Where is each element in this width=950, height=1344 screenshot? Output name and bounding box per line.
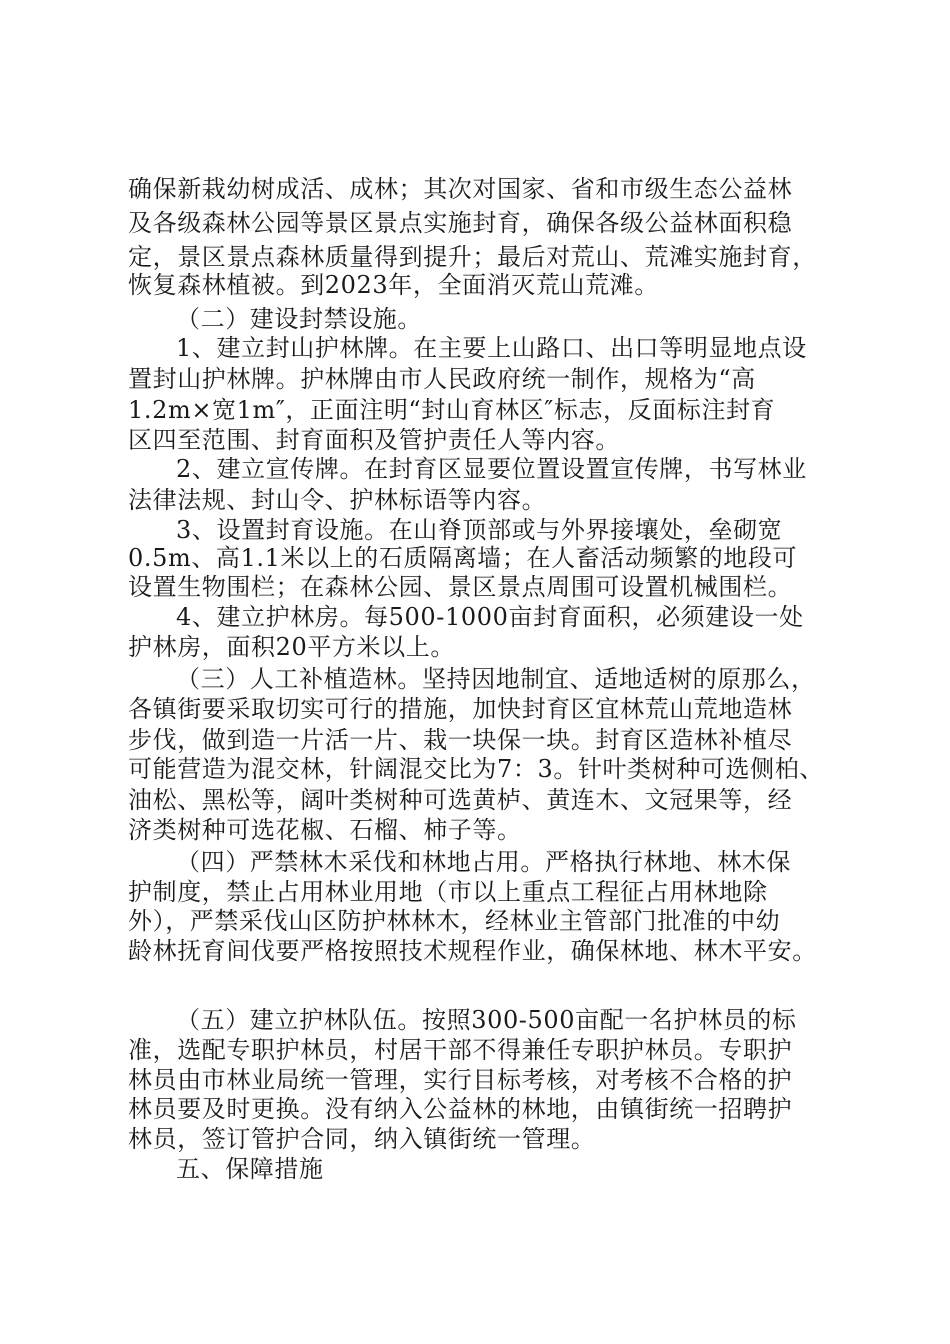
body-text-line: 林员由市林业局统一管理，实行目标考核，对考核不合格的护 xyxy=(128,1066,793,1094)
body-text-line: 林员要及时更换。没有纳入公益林的林地，由镇街统一招聘护 xyxy=(128,1095,793,1123)
body-text-line: 定，景区景点森林质量得到提升；最后对荒山、荒滩实施封育， xyxy=(128,243,817,271)
section-heading: （五）建立护林队伍。按照300-500亩配一名护林员的标 xyxy=(176,1006,797,1034)
body-text-line: 护制度，禁止占用林业用地（市以上重点工程征占用林地除 xyxy=(128,878,768,906)
body-text-line: 1.2m×宽1m″，正面注明“封山育林区″标志，反面标注封育 xyxy=(128,396,776,424)
body-text-line: 0.5m、高1.1米以上的石质隔离墙；在人畜活动频繁的地段可 xyxy=(128,544,798,572)
body-text-line: 及各级森林公园等景区景点实施封育，确保各级公益林面积稳 xyxy=(128,209,793,237)
body-text-line: 2、建立宣传牌。在封育区显要位置设置宣传牌，书写林业 xyxy=(176,455,807,483)
section-heading: （三）人工补植造林。坚持因地制宜、适地适树的原那么， xyxy=(176,665,816,693)
body-text-line: 3、设置封育设施。在山脊顶部或与外界接壤处，垒砌宽 xyxy=(176,516,783,544)
body-text-line: 龄林抚育间伐要严格按照技术规程作业，确保林地、林木平安。 xyxy=(128,937,817,965)
body-text-line: 准，选配专职护林员，村居干部不得兼任专职护林员。专职护 xyxy=(128,1036,793,1064)
body-text-line: 油松、黑松等，阔叶类树种可选黄栌、黄连木、文冠果等，经 xyxy=(128,786,793,814)
body-text-line: 林员，签订管护合同，纳入镇街统一管理。 xyxy=(128,1125,596,1153)
body-text-line: 护林房，面积20平方米以上。 xyxy=(128,633,455,661)
body-text-line: 确保新栽幼树成活、成林；其次对国家、省和市级生态公益林 xyxy=(128,175,793,203)
body-text-line: 外），严禁采伐山区防护林林木，经林业主管部门批准的中幼 xyxy=(128,907,781,935)
body-text-line: 法律法规、封山令、护林标语等内容。 xyxy=(128,486,547,514)
section-heading: （四）严禁林木采伐和林地占用。严格执行林地、林木保 xyxy=(176,848,791,876)
body-text-line: 置封山护林牌。护林牌由市人民政府统一制作，规格为“高 xyxy=(128,365,756,393)
body-text-line: 1、建立封山护林牌。在主要上山路口、出口等明显地点设 xyxy=(176,334,807,362)
section-heading: （二）建设封禁设施。 xyxy=(176,305,422,333)
body-text-line: 可能营造为混交林，针阔混交比为7：3。针叶类树种可选侧柏、 xyxy=(128,755,824,783)
body-text-line: 各镇街要采取切实可行的措施，加快封育区宜林荒山荒地造林 xyxy=(128,695,793,723)
body-text-line: 4、建立护林房。每500-1000亩封育面积，必须建设一处 xyxy=(176,603,804,631)
section-heading: 五、保障措施 xyxy=(176,1155,324,1183)
body-text-line: 步伐，做到造一片活一片、栽一块保一块。封育区造林补植尽 xyxy=(128,726,793,754)
body-text-line: 恢复森林植被。到2023年，全面消灭荒山荒滩。 xyxy=(128,271,659,299)
body-text-line: 设置生物围栏；在森林公园、景区景点周围可设置机械围栏。 xyxy=(128,573,793,601)
body-text-line: 区四至范围、封育面积及管护责任人等内容。 xyxy=(128,426,620,454)
body-text-line: 济类树种可选花椒、石榴、柿子等。 xyxy=(128,816,522,844)
